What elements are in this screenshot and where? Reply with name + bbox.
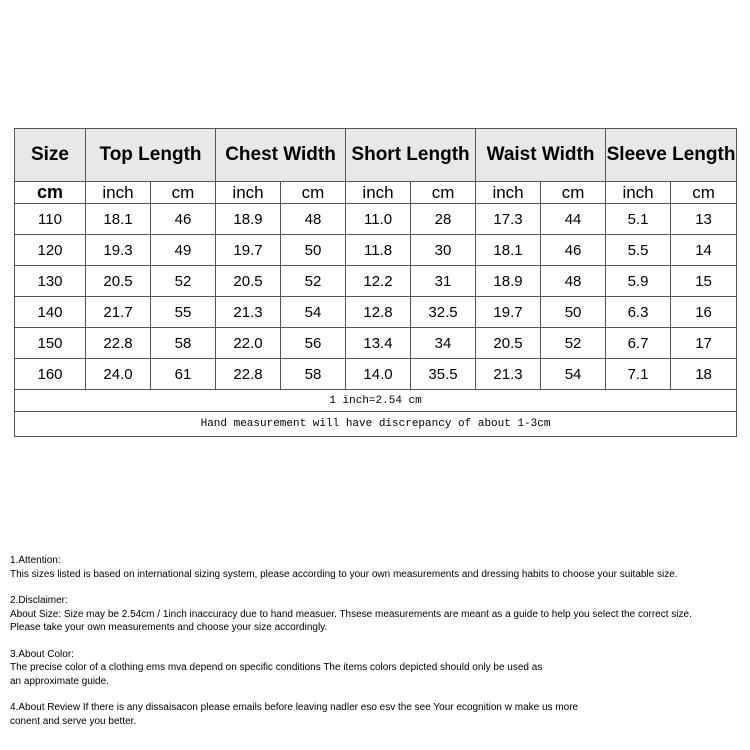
unit-row: [15, 182, 737, 204]
table-cell: 6.7: [606, 328, 671, 359]
table-cell: 19.7: [216, 235, 281, 266]
table-cell: 5.1: [606, 204, 671, 235]
table-cell: 18.9: [476, 266, 541, 297]
note-line: 4.About Review If there is any dissaisacon please emails before leaving nadler eso esv the see Your ecognition w make us more: [10, 702, 579, 713]
table-cell: 58: [151, 328, 216, 359]
table-cell: 55: [151, 297, 216, 328]
table-cell: 31: [411, 266, 476, 297]
table-cell: 13.4: [346, 328, 411, 359]
table-cell: 48: [541, 266, 606, 297]
note-about-color: [10, 648, 745, 689]
note-disclaimer: [10, 594, 745, 635]
note-line: conent and serve you better.: [10, 715, 137, 727]
unit-cell: inch: [346, 182, 411, 204]
table-cell: 19.3: [86, 235, 151, 266]
table-cell: 21.3: [216, 297, 281, 328]
table-cell: 52: [281, 266, 346, 297]
header-row: [15, 129, 737, 182]
table-cell: 18.1: [86, 204, 151, 235]
table-cell: 150: [15, 328, 86, 359]
table-cell: 18: [671, 359, 737, 390]
table-cell: 56: [281, 328, 346, 359]
table-cell: 34: [411, 328, 476, 359]
note-title: 2.Disclaimer:: [10, 595, 68, 606]
table-cell: 30: [411, 235, 476, 266]
table-cell: 44: [541, 204, 606, 235]
note-attention: [10, 554, 745, 581]
conversion-note: 1 inch=2.54 cm: [15, 390, 737, 412]
table-cell: 22.8: [216, 359, 281, 390]
table-cell: 11.0: [346, 204, 411, 235]
table-cell: 48: [281, 204, 346, 235]
header-size: Size: [15, 129, 86, 182]
table-cell: 52: [541, 328, 606, 359]
unit-cell: cm: [281, 182, 346, 204]
unit-cell: cm: [541, 182, 606, 204]
table-cell: 11.8: [346, 235, 411, 266]
table-cell: 14: [671, 235, 737, 266]
table-cell: 12.8: [346, 297, 411, 328]
header-sleeve-length: Sleeve Length: [606, 129, 737, 182]
table-cell: 50: [281, 235, 346, 266]
table-cell: 140: [15, 297, 86, 328]
note-line: About Size: Size may be 2.54cm / 1inch inaccuracy due to hand measuer. Thsese measurements are meant as a guide to help you select the correct size.: [10, 608, 692, 620]
note-title: 3.About Color:: [10, 648, 74, 660]
table-cell: 6.3: [606, 297, 671, 328]
measurement-note: Hand measurement will have discrepancy of about 1-3cm: [15, 412, 737, 437]
notes-section: [10, 554, 745, 741]
table-cell: 50: [541, 297, 606, 328]
table-cell: 21.7: [86, 297, 151, 328]
note-line: an approximate guide.: [10, 675, 109, 687]
table-cell: 7.1: [606, 359, 671, 390]
header-chest-width: Chest Width: [216, 129, 346, 182]
table-cell: 18.9: [216, 204, 281, 235]
table-row: [15, 359, 737, 390]
table-cell: 22.0: [216, 328, 281, 359]
table-cell: 20.5: [476, 328, 541, 359]
table-cell: 130: [15, 266, 86, 297]
table-cell: 22.8: [86, 328, 151, 359]
table-cell: 110: [15, 204, 86, 235]
note-line: Please take your own measurements and choose your size accordingly.: [10, 622, 328, 633]
unit-cell: inch: [606, 182, 671, 204]
measurement-note-row: [15, 412, 737, 437]
table-cell: 13: [671, 204, 737, 235]
header-short-length: Short Length: [346, 129, 476, 182]
table-cell: 120: [15, 235, 86, 266]
table-cell: 20.5: [86, 266, 151, 297]
table-cell: 46: [541, 235, 606, 266]
table-row: [15, 297, 737, 328]
table-cell: 49: [151, 235, 216, 266]
table-row: [15, 235, 737, 266]
table-cell: 46: [151, 204, 216, 235]
table-cell: 19.7: [476, 297, 541, 328]
table-cell: 24.0: [86, 359, 151, 390]
note-about-review: [10, 701, 745, 728]
table-row: [15, 328, 737, 359]
table-cell: 18.1: [476, 235, 541, 266]
table-cell: 16: [671, 297, 737, 328]
table-row: [15, 204, 737, 235]
table-row: [15, 266, 737, 297]
unit-cell: inch: [476, 182, 541, 204]
table-cell: 21.3: [476, 359, 541, 390]
unit-cell: cm: [411, 182, 476, 204]
note-title: 1.Attention:: [10, 555, 61, 566]
table-cell: 14.0: [346, 359, 411, 390]
table-cell: 160: [15, 359, 86, 390]
table-cell: 17.3: [476, 204, 541, 235]
header-top-length: Top Length: [86, 129, 216, 182]
table-cell: 35.5: [411, 359, 476, 390]
table-cell: 12.2: [346, 266, 411, 297]
unit-cell: cm: [671, 182, 737, 204]
table-cell: 54: [541, 359, 606, 390]
unit-cell: inch: [216, 182, 281, 204]
size-chart-table: [14, 128, 737, 437]
note-line: This sizes listed is based on international sizing system, please according to your own measurements and dressing habits to choose your suitable size.: [10, 568, 678, 580]
table-cell: 54: [281, 297, 346, 328]
unit-cell: cm: [151, 182, 216, 204]
table-cell: 28: [411, 204, 476, 235]
table-cell: 17: [671, 328, 737, 359]
unit-cell: cm: [15, 182, 86, 204]
table-cell: 15: [671, 266, 737, 297]
table-cell: 20.5: [216, 266, 281, 297]
conversion-note-row: [15, 390, 737, 412]
table-cell: 5.9: [606, 266, 671, 297]
header-waist-width: Waist Width: [476, 129, 606, 182]
table-cell: 32.5: [411, 297, 476, 328]
table-cell: 52: [151, 266, 216, 297]
note-line: The precise color of a clothing ems mva depend on specific conditions The items colors depicted should only be used as: [10, 662, 543, 673]
table-cell: 5.5: [606, 235, 671, 266]
table-cell: 61: [151, 359, 216, 390]
unit-cell: inch: [86, 182, 151, 204]
table-cell: 58: [281, 359, 346, 390]
